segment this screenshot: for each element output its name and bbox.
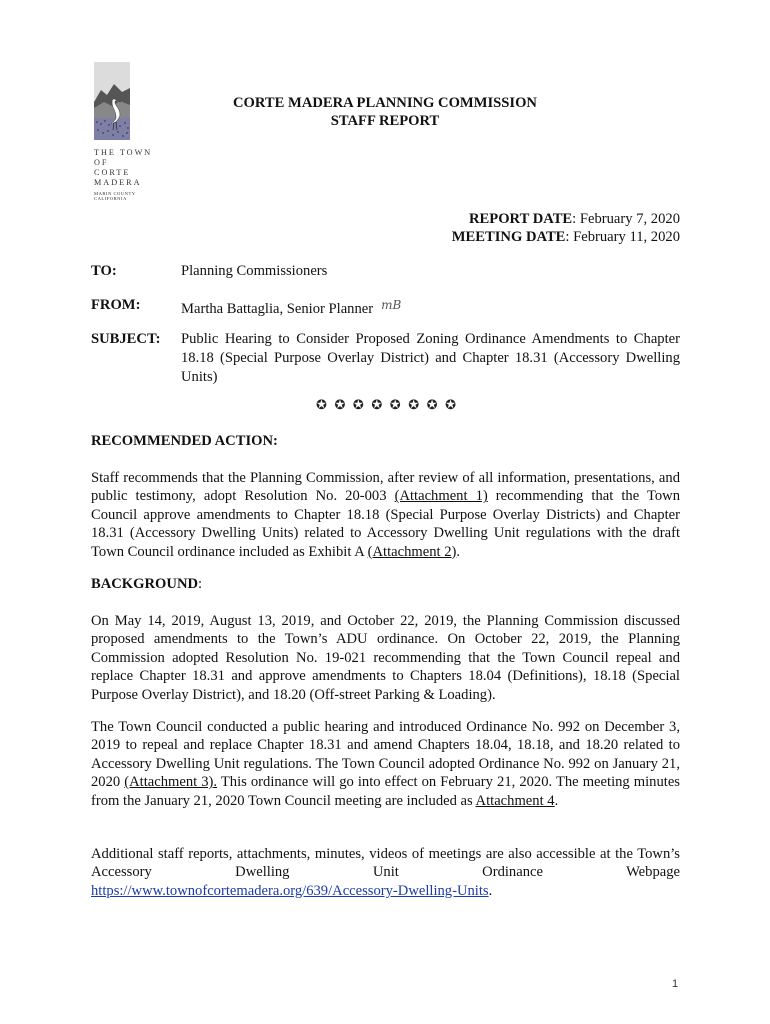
background-heading-colon: : bbox=[198, 576, 203, 592]
paragraph-text: Additional staff reports, attachments, minutes, videos of meetings are also accessible at the Town’s Accessory Dwelling Unit Ordinance Webpage bbox=[91, 846, 680, 881]
divider-star-icon: ✪ bbox=[408, 397, 420, 412]
divider-star-icon: ✪ bbox=[316, 397, 327, 412]
background-heading-text: BACKGROUND bbox=[91, 576, 199, 592]
attachment-1-link[interactable]: (Attachment 1) bbox=[394, 488, 488, 505]
paragraph-text: . bbox=[488, 882, 493, 899]
to-label: TO: bbox=[91, 263, 117, 279]
logo-county-line: MARIN COUNTY CALIFORNIA bbox=[94, 191, 136, 201]
divider-star-icon: ✪ bbox=[389, 397, 401, 412]
attachment-4-link[interactable]: Attachment 4 bbox=[475, 792, 555, 809]
divider-star-icon: ✪ bbox=[334, 397, 346, 412]
paragraph-text: Staff recommends that the Planning Commission, after review of all information, presentations, and public testimony, adopt Resolution No. 20-003 bbox=[91, 470, 680, 505]
to-value: Planning Commissioners bbox=[181, 263, 328, 279]
report-date bbox=[469, 210, 680, 229]
attachment-2-link[interactable]: (Attachment 2) bbox=[367, 543, 457, 560]
attachment-3-link[interactable]: (Attachment 3). bbox=[124, 774, 218, 791]
background-heading bbox=[91, 575, 202, 594]
logo-town-line-2: CORTE MADERA bbox=[94, 168, 142, 187]
town-logo bbox=[94, 62, 166, 201]
meeting-date-label: MEETING DATE bbox=[451, 229, 566, 245]
page-number: 1 bbox=[672, 978, 679, 990]
divider-star-icon: ✪ bbox=[445, 397, 456, 412]
meeting-date bbox=[452, 228, 680, 247]
report-type-title: STAFF REPORT bbox=[330, 113, 440, 129]
subject-label: SUBJECT: bbox=[91, 331, 161, 347]
background-paragraph-2 bbox=[91, 718, 680, 810]
from-line bbox=[181, 296, 680, 319]
recommended-action-heading: RECOMMENDED ACTION: bbox=[91, 433, 278, 449]
logo-town-line-1: THE TOWN OF bbox=[94, 148, 153, 167]
commission-title: CORTE MADERA PLANNING COMMISSION bbox=[233, 95, 537, 111]
from-value: Martha Battaglia, Senior Planner bbox=[181, 301, 374, 317]
recommended-action-paragraph bbox=[91, 469, 680, 561]
paragraph-text: The Town Council conducted a public hearing and introduced Ordinance No. 992 on December 3, 2019 to repeal and replace Chapter 18.31 and amend Chapters 18.04, 18.18, and 18.20 related to Accessory Dwelling Unit regulations. The Town Council adopted Ordinance No. 992 on January 21, 2020 bbox=[91, 719, 680, 791]
divider-star-icon: ✪ bbox=[352, 397, 364, 412]
meeting-date-value: : February 11, 2020 bbox=[565, 229, 680, 245]
report-date-label: REPORT DATE bbox=[469, 211, 573, 227]
paragraph-text: recommending that the Town Council approve amendments to Chapter 18.18 (Special Purpose Overlay Districts) and Chapter 18.31 (Accessory Dwelling Units) related to Accessory Dwelling Unit regulations with the draft Town Council ordinance included as Exhibit A bbox=[91, 488, 680, 560]
initials-signature: mB bbox=[381, 298, 402, 312]
paragraph-text: . bbox=[554, 792, 559, 809]
subject-value: Public Hearing to Consider Proposed Zoning Ordinance Amendments to Chapter 18.18 (Special Purpose Overlay District) and Chapter 18.31 (Accessory Dwelling Units) bbox=[181, 331, 680, 385]
background-paragraph-3 bbox=[91, 845, 680, 900]
section-divider bbox=[316, 397, 456, 413]
background-paragraph-1: On May 14, 2019, August 13, 2019, and October 22, 2019, the Planning Commission discussed proposed amendments to the Town’s ADU ordinance. On October 22, 2019, the Planning Commission adopted Resolution No. 19-021 recommending that the Town Council repeal and replace Chapter 18.31 and approve amendments to Chapters 18.04 (Definitions), 18.18 (Special Purpose Overlay District), and 18.20 (Off-street Parking & Loading). bbox=[91, 613, 680, 703]
paragraph-text: . bbox=[456, 543, 461, 560]
divider-star-icon: ✪ bbox=[426, 397, 438, 412]
paragraph-text: This ordinance will go into effect on February 21, 2020. The meeting minutes from the January 21, 2020 Town Council meeting are included as bbox=[91, 774, 680, 809]
divider-star-icon: ✪ bbox=[371, 397, 383, 412]
heron-logo-icon bbox=[94, 62, 130, 140]
report-date-value: : February 7, 2020 bbox=[572, 211, 680, 227]
from-label: FROM: bbox=[91, 297, 141, 313]
adu-webpage-link[interactable]: https://www.townofcortemadera.org/639/Accessory-Dwelling-Units bbox=[91, 882, 489, 899]
